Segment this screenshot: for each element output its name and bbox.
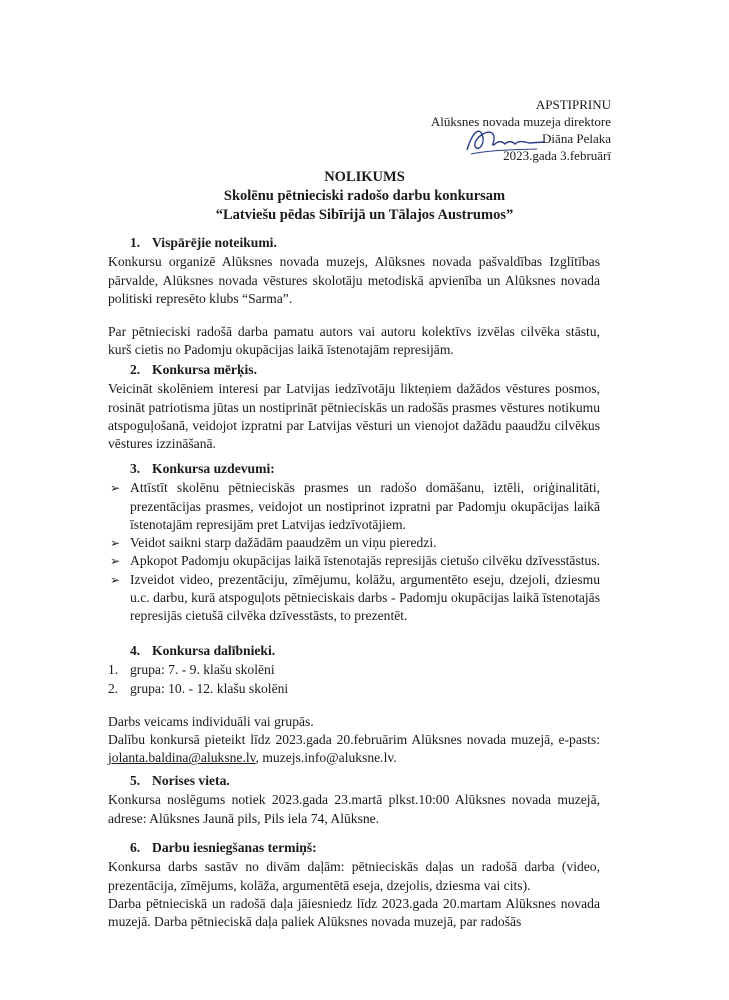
section-number: 6. — [130, 840, 141, 855]
paragraph: Par pētnieciski radošā darba pamatu autors vai autoru kolektīvs izvēlas cilvēka stāstu, kurš cietis no Padomju okupācijas laikā īstenotajām represijām. — [108, 324, 600, 358]
section-number: 2. — [130, 362, 141, 377]
section-tasks — [108, 460, 600, 626]
list-item — [108, 479, 600, 534]
section-title: Konkursa mērķis. — [152, 362, 257, 377]
approval-line-2: Alūksnes novada muzeja direktore — [430, 114, 611, 129]
section-goal — [108, 361, 600, 453]
approval-line-1: APSTIPRINU — [535, 97, 611, 112]
section-title: Konkursa dalībnieki. — [152, 643, 276, 658]
list-item-text: Apkopot Padomju okupācijas laikā īstenotajās represijās cietušo cilvēku dzīvesstāstus. — [130, 553, 601, 569]
list-item — [108, 571, 600, 626]
section-title: Vispārējie noteikumi. — [152, 235, 277, 250]
approval-block — [431, 96, 611, 164]
paragraph: Konkursa noslēgums notiek 2023.gada 23.martā plkst.10:00 Alūksnes novada muzejā, adrese: Alūksnes Jaunā pils, Pils iela 74, Alūksne. — [108, 792, 600, 826]
section-title: Norises vieta. — [152, 773, 230, 788]
list-item — [108, 680, 600, 698]
section-heading — [108, 642, 600, 660]
arrow-bullet-icon: ➢ — [110, 554, 121, 569]
signature-icon — [459, 120, 549, 160]
section-general-provisions — [108, 234, 600, 360]
section-heading — [108, 460, 600, 478]
paragraph: Darbs veicams individuāli vai grupās. — [108, 713, 314, 729]
list-item — [108, 534, 600, 552]
document-subtitle-1: Skolēnu pētnieciski radošo darbu konkursam — [223, 188, 506, 204]
list-item-text: Veidot saikni starp dažādām paaudzēm un viņu pieredzi. — [130, 535, 437, 551]
email-link[interactable]: jolanta.baldina@aluksne.lv — [108, 750, 256, 766]
list-item — [108, 661, 600, 679]
section-participants — [108, 642, 600, 768]
approval-line-3: Diāna Pelaka — [542, 131, 611, 146]
registration-paragraph — [108, 731, 600, 768]
section-heading — [108, 361, 600, 379]
document-subtitle-2: “Latviešu pēdas Sibīrijā un Tālajos Austrumos” — [215, 207, 514, 223]
list-item-number: 1. — [108, 662, 119, 678]
list-item-text: grupa: 10. - 12. klašu skolēni — [130, 680, 289, 696]
list-item — [108, 552, 600, 570]
paragraph: Konkursa darbs sastāv no divām daļām: pētnieciskās daļas un radošā darba (video, prezentācija, zīmējums, kolāža, argumentētā eseja, dzejolis, dziesma vai cits). — [108, 859, 600, 893]
section-number: 3. — [130, 461, 141, 476]
section-heading — [108, 839, 600, 857]
arrow-bullet-icon: ➢ — [110, 572, 121, 587]
paragraph: Darba pētnieciskā un radošā daļa jāiesniedz līdz 2023.gada 20.martam Alūksnes novada muzejā. Darba pētnieciskā daļa paliek Alūksnes novada muzejā, par radošās — [108, 895, 600, 930]
list-item-text: Attīstīt skolēnu pētnieciskās prasmes un radošo domāšanu, iztēli, oriģinalitāti, prezentācijas prasmes, veidojot un nostiprinot izpratni par Padomju okupācijas laikā īstenotajām represijām pret Latvijas iedzīvotājiem. — [130, 480, 600, 532]
section-number: 1. — [130, 235, 141, 250]
section-title: Darbu iesniegšanas termiņš: — [152, 840, 317, 855]
approval-signature-row — [431, 130, 611, 147]
list-item-text: Izveidot video, prezentāciju, zīmējumu, kolāžu, argumentēto eseju, dzejoli, dziesmu u.c. darbu, kurā atspoguļots pētnieciskais darbs - Padomju okupācijas laikā īstenotajās represijās cietušā cilvēka dzīvesstāsts, to prezentēt. — [130, 571, 600, 624]
list-item-text: grupa: 7. - 9. klašu skolēni — [130, 662, 275, 678]
section-heading — [108, 234, 600, 252]
arrow-bullet-icon: ➢ — [110, 536, 121, 551]
section-deadline — [108, 839, 600, 931]
section-title: Konkursa uzdevumi: — [152, 461, 275, 476]
group-list — [108, 661, 600, 698]
section-heading — [108, 772, 600, 790]
approval-line-4: 2023.gada 3.februārī — [503, 148, 611, 163]
section-number: 5. — [130, 773, 141, 788]
paragraph: Veicināt skolēniem interesi par Latvijas iedzīvotāju likteņiem dažādos vēstures posmos, rosināt patriotisma jūtas un nostiprināt pētnieciskās un radošās prasmes vēstures notikumu atspoguļošanā, veidojot izpratni par Latvijas vēsturi un vienojot dažādu paaudžu cilvēkus vēstures izzināšanā. — [108, 381, 600, 452]
paragraph-text: Dalību konkursā pieteikt līdz 2023.gada 20.februārim Alūksnes novada muzejā, e-pasts: — [108, 732, 600, 748]
section-number: 4. — [130, 643, 141, 658]
paragraph-text: , muzejs.info@aluksne.lv. — [255, 750, 397, 766]
task-list — [108, 479, 600, 625]
section-venue — [108, 772, 600, 828]
document-title: NOLIKUMS — [324, 169, 405, 185]
paragraph: Konkursu organizē Alūksnes novada muzejs, Alūksnes novada pašvaldības Izglītības pārvalde, Alūksnes novada vēstures skolotāju metodiskā apvienība un Alūksnes novada politiski represēto klubs “Sarma”. — [108, 254, 600, 306]
document-title-block — [0, 168, 729, 225]
list-item-number: 2. — [108, 680, 119, 696]
arrow-bullet-icon: ➢ — [110, 481, 121, 496]
